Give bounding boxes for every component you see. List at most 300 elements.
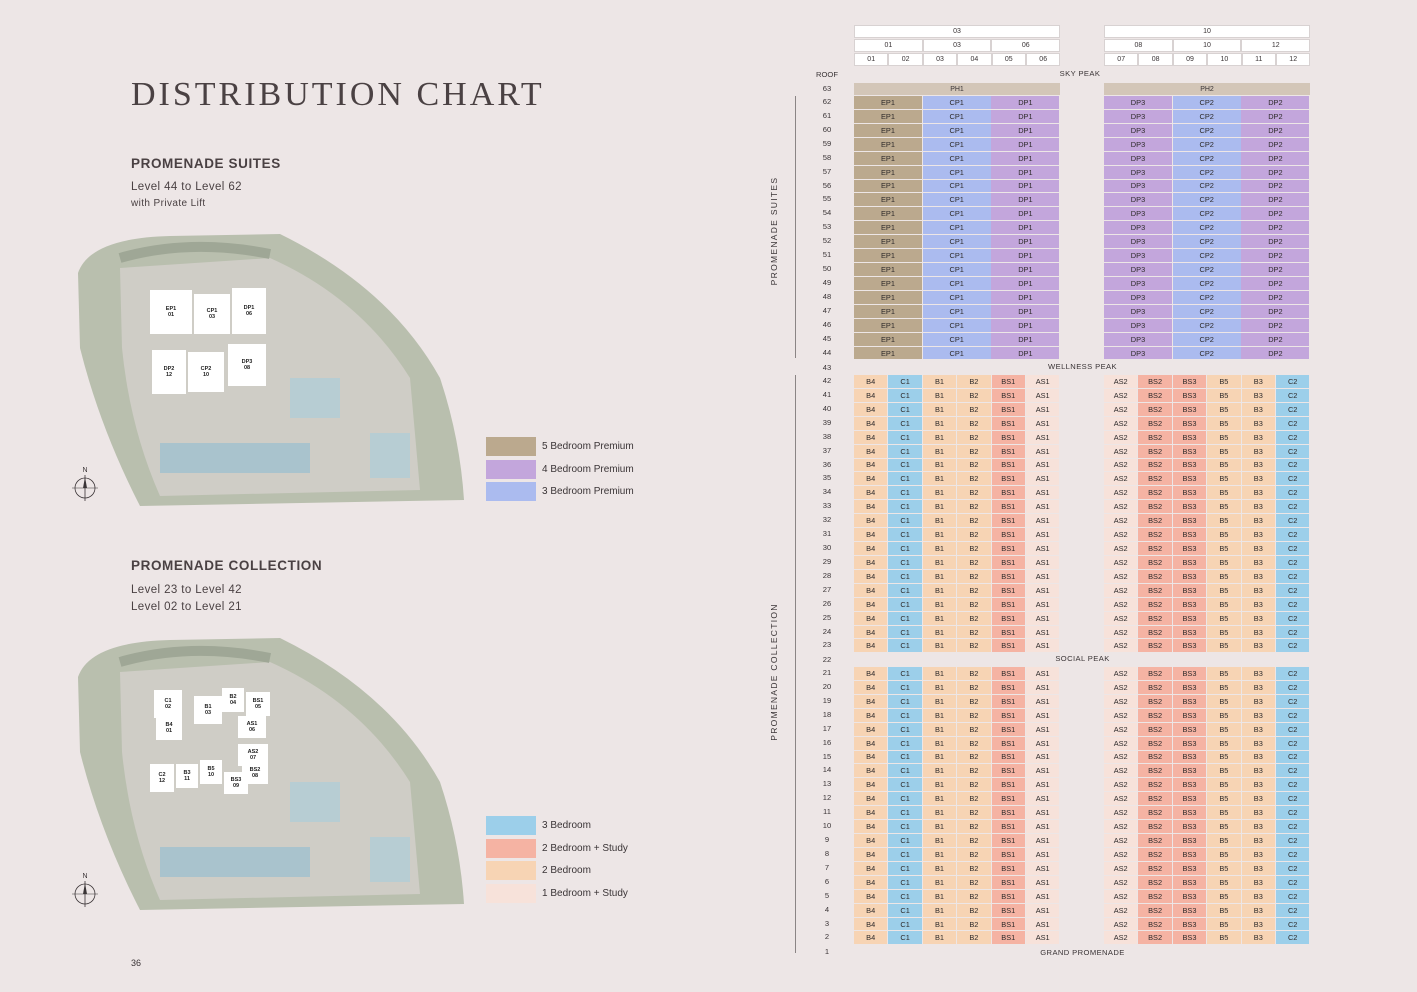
unit-cell: C2 [1276,375,1309,388]
unit-cell: AS2 [1104,820,1137,833]
unit-cell: BS2 [1138,806,1171,819]
unit-cell: B1 [923,389,956,402]
unit-cell: BS3 [1173,431,1206,444]
unit-cell: BS1 [992,764,1025,777]
unit-cell: C1 [888,723,921,736]
unit-cell: AS2 [1104,723,1137,736]
unit-cell: DP2 [1241,124,1309,137]
unit-cell: BS3 [1173,584,1206,597]
unit-cell: BS1 [992,459,1025,472]
unit-cell: B4 [854,459,887,472]
unit-cell: BS1 [992,375,1025,388]
unit-cell: AS1 [1026,876,1059,889]
unit-cell: B3 [1242,709,1275,722]
unit-cell: B5 [1207,764,1240,777]
unit-cell: CP2 [1173,96,1241,109]
unit-cell: AS1 [1026,626,1059,639]
unit-cell: EP1 [854,277,922,290]
north-compass-icon [72,465,98,506]
unit-cell: EP1 [854,221,922,234]
unit-cell: B3 [1242,806,1275,819]
unit-cell: B5 [1207,459,1240,472]
unit-cell: C2 [1276,445,1309,458]
unit-cell: BS2 [1138,737,1171,750]
unit-cell: EP1 [854,305,922,318]
unit-cell: B1 [923,890,956,903]
unit-cell: BS2 [1138,890,1171,903]
unit-cell: C2 [1276,500,1309,513]
unit-cell: DP1 [991,152,1059,165]
unit-cell: DP1 [991,305,1059,318]
sky-peak-label: SKY PEAK [1059,69,1101,78]
unit-cell: AS1 [1026,612,1059,625]
unit-cell: BS1 [992,723,1025,736]
unit-cell: C1 [888,792,921,805]
unit-cell: BS2 [1138,375,1171,388]
unit-cell: B5 [1207,639,1240,652]
unit-cell: BS2 [1138,764,1171,777]
unit-cell: AS2 [1104,806,1137,819]
unit-cell: BS3 [1173,445,1206,458]
unit-cell: B1 [923,486,956,499]
unit-cell: B1 [923,834,956,847]
unit-cell: B3 [1242,792,1275,805]
unit-cell: CP1 [923,96,991,109]
unit-cell: C2 [1276,792,1309,805]
unit-cell: CP1 [923,180,991,193]
unit-cell: AS2 [1104,764,1137,777]
unit-cell: C2 [1276,639,1309,652]
unit-cell: AS2 [1104,612,1137,625]
unit-cell: B2 [957,472,990,485]
unit-cell: BS2 [1138,695,1171,708]
level-label: 38 [822,431,832,441]
unit-cell: B1 [923,848,956,861]
unit-cell: C2 [1276,570,1309,583]
unit-cell: BS3 [1173,904,1206,917]
unit-cell: C2 [1276,904,1309,917]
unit-cell: B5 [1207,612,1240,625]
legend-label: 2 Bedroom + Study [542,842,628,854]
unit-cell: BS3 [1173,389,1206,402]
unit-cell: C1 [888,862,921,875]
unit-cell: B4 [854,472,887,485]
unit-cell: C1 [888,639,921,652]
level-label: 35 [822,473,832,483]
level-label: 58 [822,152,832,162]
unit-cell: B4 [854,834,887,847]
unit-cell: AS1 [1026,820,1059,833]
unit-cell: CP2 [1173,249,1241,262]
unit-cell: B2 [957,417,990,430]
unit-cell: B2 [957,542,990,555]
unit-cell: AS1 [1026,459,1059,472]
level-label: 5 [824,890,830,900]
unit-cell: BS1 [992,918,1025,931]
plan-unit [222,688,244,712]
suites-side-label: PROMENADE SUITES [769,176,779,286]
unit-cell: C2 [1276,820,1309,833]
unit-cell: AS1 [1026,709,1059,722]
unit-cell: AS1 [1026,431,1059,444]
unit-cell: C1 [888,417,921,430]
level-label: 36 [822,459,832,469]
unit-cell: B1 [923,876,956,889]
unit-cell: DP3 [1104,124,1172,137]
unit-cell: EP1 [854,138,922,151]
unit-cell: CP1 [923,221,991,234]
unit-cell: B4 [854,681,887,694]
unit-cell: DP2 [1241,110,1309,123]
header-tower: 10 [1104,25,1310,38]
unit-cell: BS3 [1173,570,1206,583]
unit-cell: C1 [888,389,921,402]
unit-cell: B1 [923,862,956,875]
unit-cell: B4 [854,626,887,639]
unit-cell: B3 [1242,417,1275,430]
unit-cell: AS1 [1026,556,1059,569]
unit-cell: AS2 [1104,459,1137,472]
unit-cell: EP1 [854,166,922,179]
unit-cell: DP3 [1104,221,1172,234]
unit-cell: B2 [957,848,990,861]
unit-cell: B3 [1242,403,1275,416]
unit-cell: DP2 [1241,235,1309,248]
unit-cell: B2 [957,778,990,791]
unit-cell: C2 [1276,431,1309,444]
unit-cell: DP1 [991,138,1059,151]
unit-cell: B3 [1242,431,1275,444]
unit-cell: CP1 [923,235,991,248]
unit-cell: B4 [854,403,887,416]
plan-unit-number: 03 [208,314,216,320]
unit-cell: B4 [854,792,887,805]
unit-cell: BS1 [992,667,1025,680]
legend-item [486,839,628,858]
unit-cell: CP1 [923,249,991,262]
unit-cell: B1 [923,764,956,777]
plan-unit-name: BS2 [249,767,261,773]
unit-cell: BS1 [992,834,1025,847]
unit-cell: C2 [1276,472,1309,485]
unit-cell: CP1 [923,207,991,220]
unit-cell: AS1 [1026,764,1059,777]
page-title: DISTRIBUTION CHART [131,76,545,113]
unit-cell: B3 [1242,639,1275,652]
unit-cell: B1 [923,417,956,430]
unit-cell: B5 [1207,500,1240,513]
unit-cell: B5 [1207,778,1240,791]
unit-cell: BS2 [1138,792,1171,805]
plan-unit-name: AS2 [247,749,259,755]
unit-cell: BS1 [992,820,1025,833]
unit-cell: AS2 [1104,904,1137,917]
level-label: 13 [822,779,832,789]
unit-cell: AS2 [1104,931,1137,944]
unit-cell: CP2 [1173,207,1241,220]
unit-cell: B5 [1207,403,1240,416]
plan-unit [154,690,182,718]
unit-cell: BS3 [1173,598,1206,611]
unit-cell: AS1 [1026,486,1059,499]
plan-unit-number: 08 [251,773,259,779]
unit-cell: B5 [1207,904,1240,917]
unit-cell: CP1 [923,152,991,165]
unit-cell: B5 [1207,528,1240,541]
unit-cell: BS1 [992,862,1025,875]
unit-cell: C2 [1276,723,1309,736]
level-label: 42 [822,376,832,385]
unit-cell: C2 [1276,584,1309,597]
unit-cell: BS3 [1173,556,1206,569]
unit-cell: AS2 [1104,431,1137,444]
unit-cell: BS3 [1173,778,1206,791]
unit-cell: C2 [1276,931,1309,944]
unit-cell: AS1 [1026,737,1059,750]
unit-cell: B2 [957,723,990,736]
legend-label: 2 Bedroom [542,865,591,876]
plan-unit-name: B3 [183,770,191,776]
unit-cell: B3 [1242,681,1275,694]
unit-cell: B5 [1207,709,1240,722]
unit-cell: BS2 [1138,389,1171,402]
unit-cell: C2 [1276,556,1309,569]
plan-unit-number: 11 [184,776,190,782]
unit-cell: DP1 [991,166,1059,179]
unit-cell: BS3 [1173,528,1206,541]
unit-cell: B5 [1207,695,1240,708]
unit-cell: DP2 [1241,291,1309,304]
unit-cell: BS3 [1173,459,1206,472]
unit-cell: B2 [957,820,990,833]
plan-unit-number: 05 [254,704,262,710]
unit-cell: BS1 [992,403,1025,416]
unit-cell: B1 [923,751,956,764]
unit-cell: B4 [854,417,887,430]
unit-cell: BS1 [992,778,1025,791]
unit-cell: C1 [888,472,921,485]
unit-cell: BS1 [992,709,1025,722]
unit-cell: B1 [923,431,956,444]
unit-cell: DP3 [1104,249,1172,262]
header-unit: 11 [1242,53,1276,66]
unit-cell: B5 [1207,876,1240,889]
unit-cell: BS1 [992,612,1025,625]
unit-cell: B1 [923,542,956,555]
page-number: 36 [131,958,142,968]
unit-cell: CP1 [923,138,991,151]
unit-cell: AS1 [1026,904,1059,917]
unit-cell: BS3 [1173,695,1206,708]
unit-cell: C2 [1276,890,1309,903]
unit-cell: B1 [923,820,956,833]
plan-unit-number: 09 [232,783,240,789]
unit-cell: CP1 [923,124,991,137]
unit-cell: CP2 [1173,110,1241,123]
collection-heading: PROMENADE COLLECTION [131,558,323,573]
unit-cell: B3 [1242,931,1275,944]
unit-cell: DP1 [991,333,1059,346]
unit-cell: BS3 [1173,792,1206,805]
unit-cell: CP2 [1173,166,1241,179]
level-label: 9 [824,835,830,845]
unit-cell: CP1 [923,263,991,276]
unit-cell: B3 [1242,751,1275,764]
penthouse-ph2: PH2 [1104,83,1310,95]
level-label: 27 [822,584,832,594]
unit-cell: AS1 [1026,862,1059,875]
unit-cell: BS2 [1138,570,1171,583]
unit-cell: B3 [1242,542,1275,555]
legend-swatch [486,460,536,479]
unit-cell: AS2 [1104,417,1137,430]
unit-cell: BS1 [992,570,1025,583]
header-stack: 10 [1173,39,1242,52]
unit-cell: BS3 [1173,472,1206,485]
unit-cell: C2 [1276,751,1309,764]
unit-cell: B4 [854,542,887,555]
level-label: 60 [822,124,832,134]
unit-cell: B5 [1207,598,1240,611]
level-label: 10 [822,821,832,831]
unit-cell: BS2 [1138,667,1171,680]
unit-cell: BS1 [992,931,1025,944]
unit-cell: BS3 [1173,639,1206,652]
unit-cell: B1 [923,472,956,485]
unit-cell: B2 [957,403,990,416]
unit-cell: DP1 [991,347,1059,360]
unit-cell: C1 [888,500,921,513]
unit-cell: C1 [888,459,921,472]
unit-cell: AS1 [1026,931,1059,944]
unit-cell: C2 [1276,667,1309,680]
unit-cell: B2 [957,876,990,889]
unit-cell: AS2 [1104,695,1137,708]
unit-cell: C2 [1276,876,1309,889]
unit-cell: B5 [1207,431,1240,444]
unit-cell: EP1 [854,235,922,248]
level-label: 52 [822,236,832,246]
unit-cell: BS2 [1138,751,1171,764]
unit-cell: B4 [854,862,887,875]
legend-item [486,482,634,501]
unit-cell: BS1 [992,806,1025,819]
level-label: 61 [822,110,832,120]
unit-cell: AS2 [1104,681,1137,694]
unit-cell: AS2 [1104,472,1137,485]
unit-cell: B5 [1207,570,1240,583]
level-label: 22 [822,655,832,664]
unit-cell: C2 [1276,417,1309,430]
unit-cell: B2 [957,904,990,917]
unit-cell: C1 [888,737,921,750]
unit-cell: B2 [957,445,990,458]
unit-cell: EP1 [854,291,922,304]
level-label: 40 [822,403,832,413]
unit-cell: BS1 [992,598,1025,611]
level-label: 21 [822,668,832,677]
level-label: 39 [822,417,832,427]
level-label: 54 [822,208,832,218]
unit-cell: BS3 [1173,375,1206,388]
unit-cell: C1 [888,667,921,680]
unit-cell: EP1 [854,333,922,346]
wellness-peak-label: WELLNESS PEAK [1048,362,1117,371]
suites-heading: PROMENADE SUITES [131,156,281,171]
unit-cell: B1 [923,598,956,611]
plan-unit-name: B4 [165,722,173,728]
unit-cell: B3 [1242,723,1275,736]
unit-cell: BS2 [1138,584,1171,597]
unit-cell: BS2 [1138,431,1171,444]
unit-cell: BS2 [1138,820,1171,833]
unit-cell: EP1 [854,152,922,165]
unit-cell: B3 [1242,375,1275,388]
svg-text:N: N [82,467,88,474]
unit-cell: CP1 [923,193,991,206]
unit-cell: B3 [1242,556,1275,569]
unit-cell: DP3 [1104,138,1172,151]
unit-cell: B5 [1207,681,1240,694]
plan-unit-name: B2 [229,694,237,700]
unit-cell: B3 [1242,514,1275,527]
unit-cell: B2 [957,681,990,694]
level-label: 24 [822,626,832,636]
header-stack: 03 [923,39,992,52]
unit-cell: B3 [1242,486,1275,499]
unit-cell: AS1 [1026,806,1059,819]
unit-cell: B2 [957,626,990,639]
unit-cell: B4 [854,598,887,611]
unit-cell: BS2 [1138,528,1171,541]
legend-swatch [486,839,536,858]
unit-cell: B5 [1207,486,1240,499]
unit-cell: B4 [854,931,887,944]
legend-item [486,437,634,456]
plan-unit-number: 10 [207,772,215,778]
unit-cell: B2 [957,709,990,722]
unit-cell: C2 [1276,848,1309,861]
plan-unit [156,716,182,740]
unit-cell: EP1 [854,347,922,360]
unit-cell: B1 [923,931,956,944]
unit-cell: B4 [854,876,887,889]
unit-cell: CP2 [1173,221,1241,234]
unit-cell: B3 [1242,528,1275,541]
level-label: 7 [824,862,830,872]
unit-cell: BS3 [1173,806,1206,819]
legend-label: 3 Bedroom Premium [542,486,634,497]
unit-cell: B1 [923,639,956,652]
level-label: 23 [822,640,832,650]
unit-cell: DP2 [1241,221,1309,234]
unit-cell: DP2 [1241,166,1309,179]
plan-unit [150,764,174,792]
unit-cell: B1 [923,709,956,722]
unit-cell: BS2 [1138,904,1171,917]
unit-cell: C1 [888,806,921,819]
level-label: 3 [824,918,830,928]
unit-cell: CP2 [1173,124,1241,137]
level-label: 34 [822,487,832,497]
unit-cell: AS1 [1026,792,1059,805]
svg-text:N: N [82,873,88,880]
unit-cell: BS2 [1138,931,1171,944]
unit-cell: B3 [1242,570,1275,583]
unit-cell: BS3 [1173,681,1206,694]
unit-cell: B1 [923,723,956,736]
plan-unit [200,760,222,784]
